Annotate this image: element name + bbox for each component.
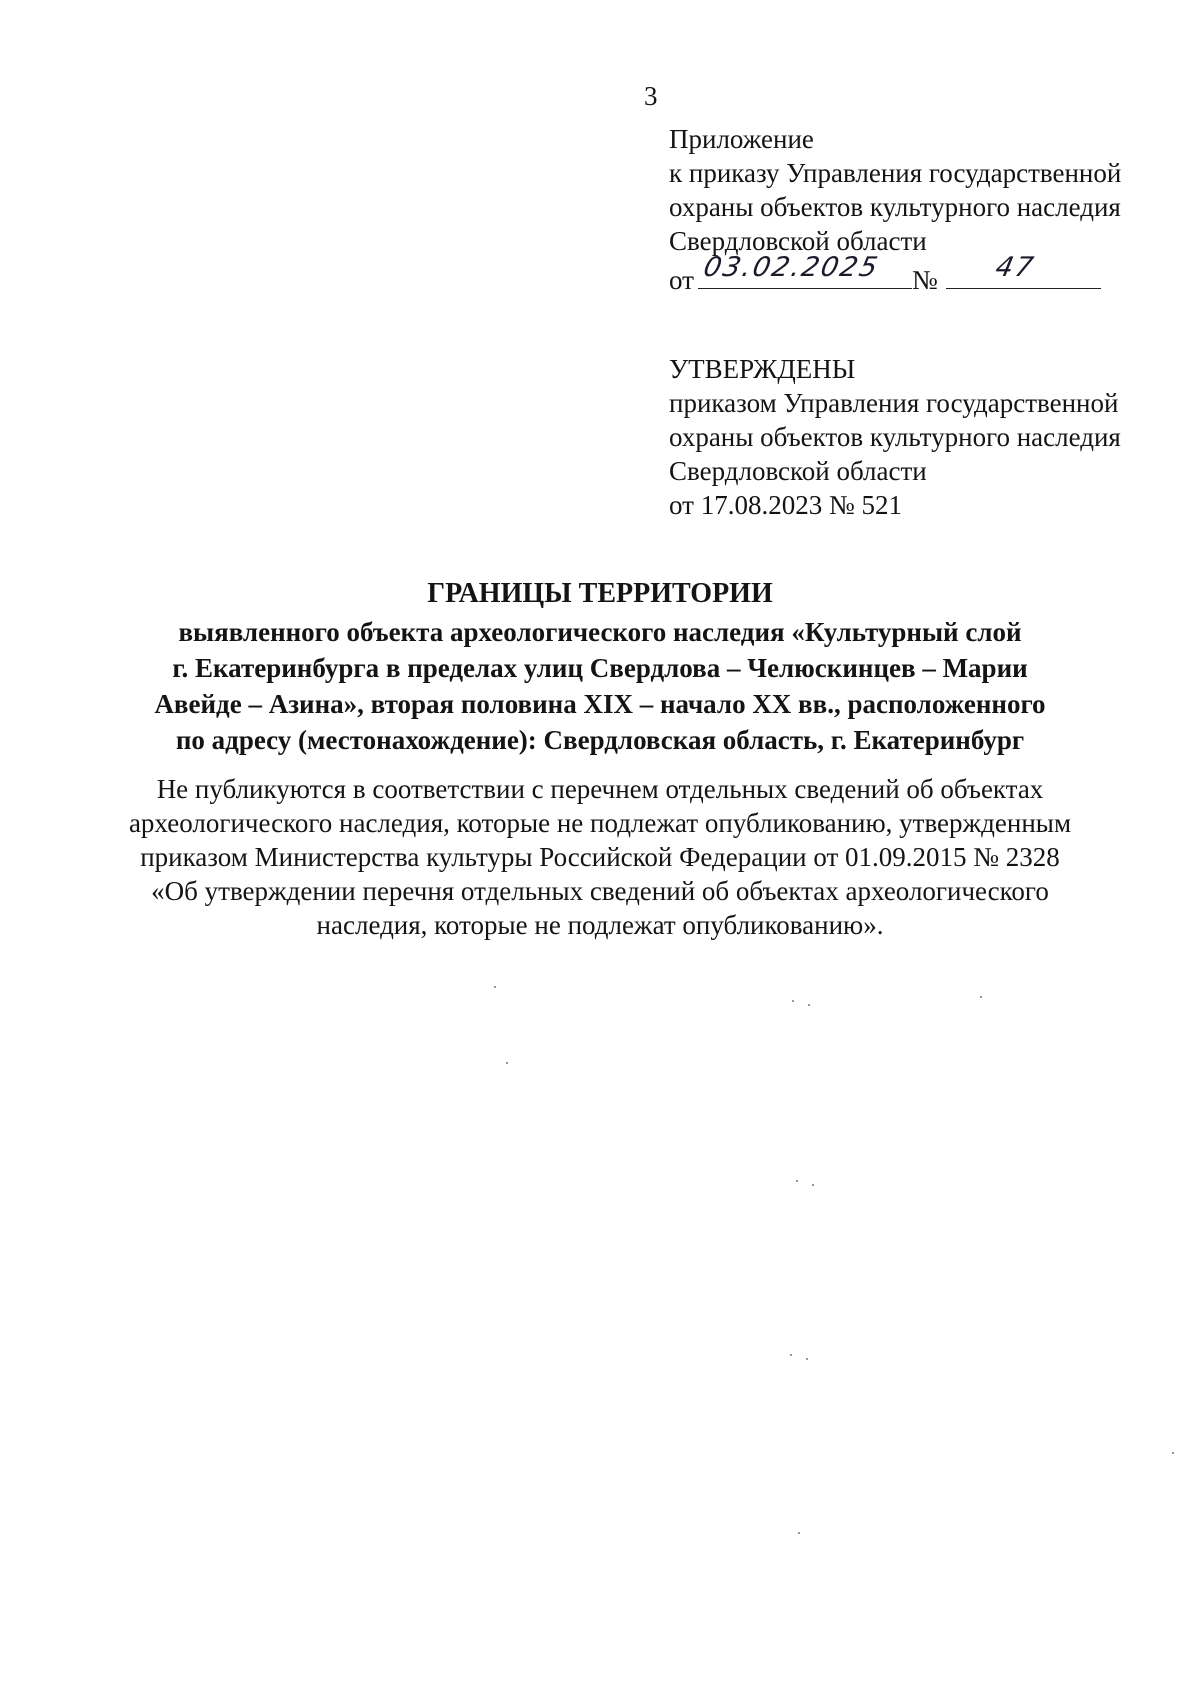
body-line: приказом Министерства культуры Российской Федерации от 01.09.2015 № 2328 [140,842,1060,872]
scan-speck [980,996,982,998]
scan-speck [798,1532,800,1534]
approved-line: приказом Управления государственной [669,388,1119,418]
from-label: от [669,265,694,295]
body-line: наследия, которые не подлежат опубликованию». [316,910,884,940]
appendix-date-line [669,252,1121,297]
date-blank [698,252,912,289]
title-main: ГРАНИЦЫ ТЕРРИТОРИИ [427,578,773,609]
body-line: «Об утверждении перечня отдельных сведений об объектах археологического [151,876,1049,906]
scan-speck [1172,1452,1174,1454]
title-line: по адресу (местонахождение): Свердловская область, г. Екатеринбург [175,725,1025,755]
scan-speck [796,1180,798,1182]
scan-speck [806,1358,808,1360]
document-title [80,576,1120,758]
number-label: № [911,265,938,295]
approved-block [669,352,1121,522]
handwritten-date: 03.02.2025 [700,252,882,283]
page-number: 3 [644,81,658,111]
approved-line: Свердловской области [669,456,927,486]
scan-speck [792,1000,794,1002]
title-line: Авейде – Азина», вторая половина XIX – начало XX вв., расположенного [154,689,1046,719]
title-line: г. Екатеринбурга в пределах улиц Свердлова – Челюскинцев – Марии [172,653,1028,683]
scan-speck [812,1184,814,1186]
approved-line: от 17.08.2023 № 521 [669,490,902,520]
scan-speck [790,1354,792,1356]
approved-heading: УТВЕРЖДЕНЫ [669,354,856,384]
scan-speck [506,1062,508,1064]
handwritten-number: 47 [992,252,1038,283]
body-paragraph [80,772,1120,942]
body-line: Не публикуются в соответствии с перечнем отдельных сведений об объектах [156,774,1044,804]
appendix-line: Свердловской области [669,226,927,256]
number-blank [946,252,1101,289]
appendix-heading: Приложение [669,124,814,154]
body-line: археологического наследия, которые не подлежат опубликованию, утвержденным [128,808,1072,838]
appendix-block [669,122,1121,297]
appendix-line: к приказу Управления государственной [669,158,1122,188]
title-line: выявленного объекта археологического наследия «Культурный слой [178,617,1022,647]
scan-speck [808,1004,810,1006]
approved-line: охраны объектов культурного наследия [669,422,1121,452]
appendix-line: охраны объектов культурного наследия [669,192,1121,222]
scan-speck [494,986,496,988]
